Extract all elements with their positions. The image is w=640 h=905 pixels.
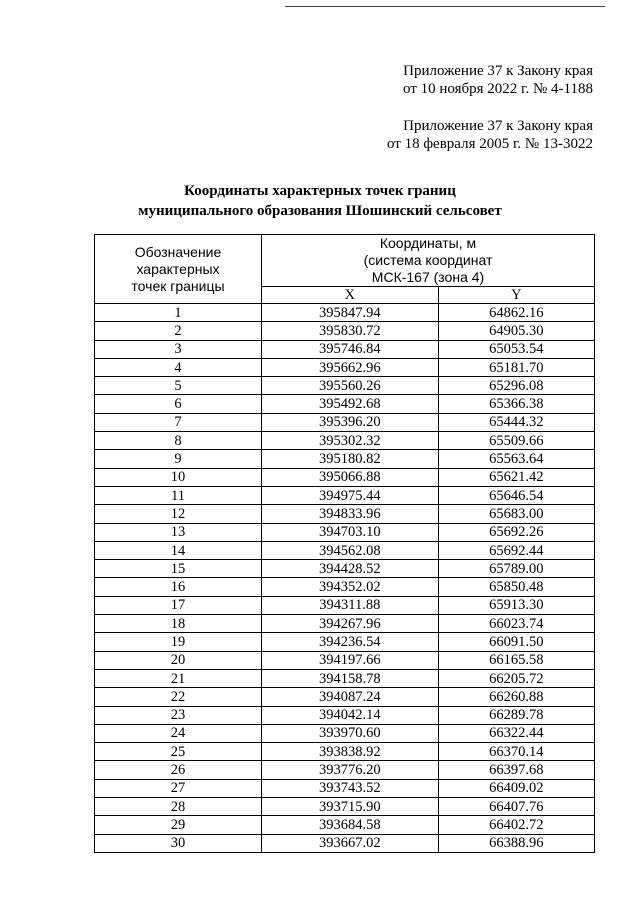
table-row: [95, 779, 595, 797]
y-coordinate-cell: 66205.72: [438, 669, 594, 687]
point-number-cell: 18: [95, 615, 262, 633]
table-row: [95, 541, 595, 559]
table-row: [95, 486, 595, 504]
y-coordinate-cell: 66409.02: [438, 779, 594, 797]
y-coordinate-cell: 66407.76: [438, 798, 594, 816]
x-coordinate-cell: 395847.94: [262, 304, 439, 322]
y-coordinate-cell: 66165.58: [438, 651, 594, 669]
point-number-cell: 12: [95, 505, 262, 523]
table-row: [95, 724, 595, 742]
point-number-cell: 6: [95, 395, 262, 413]
x-coordinate-cell: 393715.90: [262, 798, 439, 816]
document-title: [0, 181, 640, 221]
x-coordinate-cell: 394042.14: [262, 706, 439, 724]
top-rule: [285, 6, 605, 7]
y-coordinate-cell: 65621.42: [438, 468, 594, 486]
x-coordinate-cell: 394352.02: [262, 578, 439, 596]
table-row: [95, 798, 595, 816]
point-number-cell: 23: [95, 706, 262, 724]
x-coordinate-cell: 393684.58: [262, 816, 439, 834]
y-coordinate-cell: 64905.30: [438, 322, 594, 340]
y-coordinate-cell: 65444.32: [438, 413, 594, 431]
y-coordinate-cell: 65509.66: [438, 432, 594, 450]
point-number-cell: 24: [95, 724, 262, 742]
y-coordinate-cell: 66289.78: [438, 706, 594, 724]
x-coordinate-cell: 393776.20: [262, 761, 439, 779]
point-number-cell: 19: [95, 633, 262, 651]
x-coordinate-cell: 394562.08: [262, 541, 439, 559]
point-number-cell: 30: [95, 834, 262, 852]
point-number-cell: 5: [95, 377, 262, 395]
table-row: [95, 322, 595, 340]
y-coordinate-cell: 66397.68: [438, 761, 594, 779]
annex-header-current: [403, 62, 593, 98]
y-coordinate-cell: 66260.88: [438, 688, 594, 706]
x-coordinate-cell: 395302.32: [262, 432, 439, 450]
y-coordinate-cell: 64862.16: [438, 304, 594, 322]
x-coordinate-cell: 394236.54: [262, 633, 439, 651]
point-number-cell: 7: [95, 413, 262, 431]
x-coordinate-cell: 393743.52: [262, 779, 439, 797]
table-row: [95, 615, 595, 633]
y-coordinate-cell: 65913.30: [438, 596, 594, 614]
table-row: [95, 560, 595, 578]
y-coordinate-cell: 66388.96: [438, 834, 594, 852]
column-header-x: X: [262, 287, 439, 304]
y-coordinate-cell: 65296.08: [438, 377, 594, 395]
column-header-coordinates: Координаты, м (система координат МСК-167 (зона 4): [262, 235, 595, 287]
point-number-cell: 13: [95, 523, 262, 541]
point-number-cell: 28: [95, 798, 262, 816]
table-body: [95, 304, 595, 853]
y-coordinate-cell: 66091.50: [438, 633, 594, 651]
x-coordinate-cell: 394833.96: [262, 505, 439, 523]
point-number-cell: 20: [95, 651, 262, 669]
table-row: [95, 523, 595, 541]
point-number-cell: 8: [95, 432, 262, 450]
point-number-cell: 26: [95, 761, 262, 779]
table-row: [95, 304, 595, 322]
y-coordinate-cell: 65366.38: [438, 395, 594, 413]
x-coordinate-cell: 394703.10: [262, 523, 439, 541]
x-coordinate-cell: 394158.78: [262, 669, 439, 687]
x-coordinate-cell: 394311.88: [262, 596, 439, 614]
title-line: Координаты характерных точек границ: [184, 183, 456, 199]
x-coordinate-cell: 394087.24: [262, 688, 439, 706]
annex-header-line: Приложение 37 к Закону края: [403, 63, 593, 79]
title-line: муниципального образования Шошинский сельсовет: [138, 203, 502, 219]
y-coordinate-cell: 65692.26: [438, 523, 594, 541]
annex-header-date: от 10 ноября 2022 г. № 4-1188: [403, 81, 593, 97]
y-coordinate-cell: 65789.00: [438, 560, 594, 578]
x-coordinate-cell: 395180.82: [262, 450, 439, 468]
table-row: [95, 578, 595, 596]
table-row: [95, 688, 595, 706]
point-number-cell: 16: [95, 578, 262, 596]
x-coordinate-cell: 394975.44: [262, 486, 439, 504]
x-coordinate-cell: 395396.20: [262, 413, 439, 431]
y-coordinate-cell: 66023.74: [438, 615, 594, 633]
x-coordinate-cell: 395560.26: [262, 377, 439, 395]
x-coordinate-cell: 393667.02: [262, 834, 439, 852]
point-number-cell: 21: [95, 669, 262, 687]
point-number-cell: 10: [95, 468, 262, 486]
table-row: [95, 340, 595, 358]
y-coordinate-cell: 65646.54: [438, 486, 594, 504]
x-coordinate-cell: 393838.92: [262, 743, 439, 761]
point-number-cell: 15: [95, 560, 262, 578]
table-row: [95, 761, 595, 779]
x-coordinate-cell: 395662.96: [262, 358, 439, 376]
x-coordinate-cell: 394428.52: [262, 560, 439, 578]
y-coordinate-cell: 65563.64: [438, 450, 594, 468]
column-header-point: Обозначение характерных точек границы: [95, 235, 262, 304]
table-row: [95, 651, 595, 669]
table-row: [95, 358, 595, 376]
y-coordinate-cell: 66322.44: [438, 724, 594, 742]
x-coordinate-cell: 394197.66: [262, 651, 439, 669]
annex-header-original: [387, 117, 593, 153]
table-row: [95, 468, 595, 486]
y-coordinate-cell: 66370.14: [438, 743, 594, 761]
table-row: [95, 596, 595, 614]
x-coordinate-cell: 393970.60: [262, 724, 439, 742]
point-number-cell: 4: [95, 358, 262, 376]
y-coordinate-cell: 65692.44: [438, 541, 594, 559]
x-coordinate-cell: 395492.68: [262, 395, 439, 413]
point-number-cell: 25: [95, 743, 262, 761]
x-coordinate-cell: 395746.84: [262, 340, 439, 358]
x-coordinate-cell: 395830.72: [262, 322, 439, 340]
x-coordinate-cell: 395066.88: [262, 468, 439, 486]
point-number-cell: 27: [95, 779, 262, 797]
y-coordinate-cell: 65850.48: [438, 578, 594, 596]
table-row: [95, 505, 595, 523]
table-row: [95, 377, 595, 395]
y-coordinate-cell: 66402.72: [438, 816, 594, 834]
table-row: [95, 743, 595, 761]
coordinates-table: [94, 234, 595, 853]
table-row: [95, 413, 595, 431]
point-number-cell: 3: [95, 340, 262, 358]
point-number-cell: 29: [95, 816, 262, 834]
table-row: [95, 669, 595, 687]
point-number-cell: 9: [95, 450, 262, 468]
table-row: [95, 633, 595, 651]
column-header-y: Y: [438, 287, 594, 304]
point-number-cell: 2: [95, 322, 262, 340]
point-number-cell: 22: [95, 688, 262, 706]
table-row: [95, 395, 595, 413]
y-coordinate-cell: 65181.70: [438, 358, 594, 376]
table-row: [95, 706, 595, 724]
table-row: [95, 816, 595, 834]
point-number-cell: 17: [95, 596, 262, 614]
table-row: [95, 834, 595, 852]
point-number-cell: 1: [95, 304, 262, 322]
annex-header-line: Приложение 37 к Закону края: [403, 118, 593, 134]
table-row: [95, 450, 595, 468]
y-coordinate-cell: 65053.54: [438, 340, 594, 358]
table-row: [95, 432, 595, 450]
annex-header-date: от 18 февраля 2005 г. № 13-3022: [386, 136, 593, 152]
x-coordinate-cell: 394267.96: [262, 615, 439, 633]
point-number-cell: 11: [95, 486, 262, 504]
y-coordinate-cell: 65683.00: [438, 505, 594, 523]
point-number-cell: 14: [95, 541, 262, 559]
